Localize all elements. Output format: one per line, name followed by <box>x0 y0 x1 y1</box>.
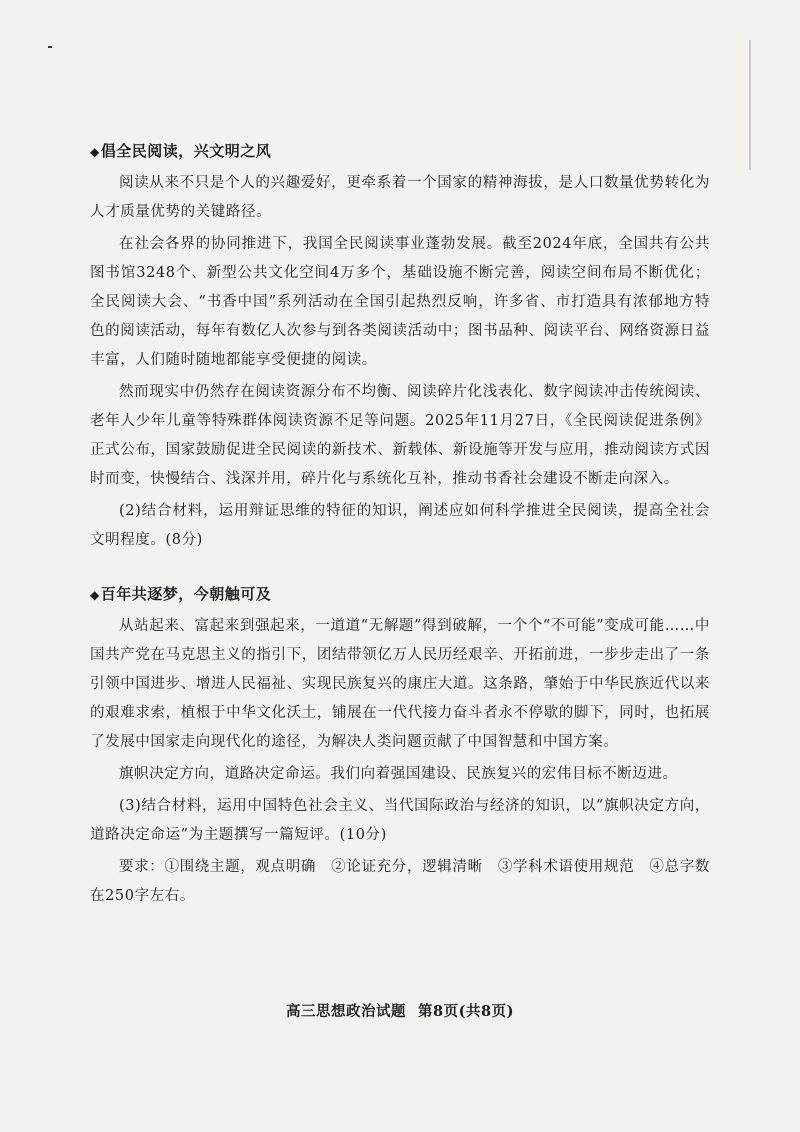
material-paragraph: 然而现实中仍然存在阅读资源分布不均衡、阅读碎片化浅表化、数字阅读冲击传统阅读、老年人少年儿童等特殊群体阅读资源不足等问题。2025年11月27日，《全民阅读促进条例》正式公布，国家鼓励促进全民阅读的新技术、新载体、新设施等开发与应用，推动阅读方式因时而变，快慢结合、浅深并用，碎片化与系统化互补，推动书香社会建设不断走向深入。 <box>90 384 710 487</box>
scan-corner-mark <box>48 46 52 48</box>
section-dream <box>90 583 710 914</box>
section-reading <box>90 140 710 558</box>
material-paragraph: 在社会各界的协同推进下，我国全民阅读事业蓬勃发展。截至2024年底，全国共有公共图书馆3248个、新型公共文化空间4万多个，基础设施不断完善，阅读空间布局不断优化；全民阅读大会、“书香中国”系列活动在全国引起热烈反响，许多省、市打造具有浓郁地方特色的阅读活动，每年有数亿人次参与到各类阅读活动中；图书品种、阅读平台、网络资源日益丰富，人们随时随地都能享受便捷的阅读。 <box>90 236 710 368</box>
scan-edge-line <box>749 40 751 170</box>
footer-page-number: 第8页(共8页) <box>418 1003 514 1020</box>
section-title <box>90 583 710 604</box>
question-text: (2)结合材料，运用辩证思维的特征的知识，阐述应如何科学推进全民阅读，提高全社会文明程度。(8分) <box>90 503 710 548</box>
section-title-text: 倡全民阅读，兴文明之风 <box>100 142 272 160</box>
section-title-text: 百年共逐梦，今朝触可及 <box>100 585 272 603</box>
page-footer <box>0 1000 800 1021</box>
footer-subject: 高三思想政治试题 <box>286 1003 407 1020</box>
diamond-bullet-icon: ◆ <box>90 588 100 602</box>
requirements-text: 要求：①围绕主题，观点明确 ②论证充分，逻辑清晰 ③学科术语使用规范 ④总字数在250字左右。 <box>90 859 710 904</box>
question-text: (3)结合材料，运用中国特色社会主义、当代国际政治与经济的知识，以“旗帜决定方向，道路决定命运”为主题撰写一篇短评。(10分) <box>90 798 710 843</box>
section-title <box>90 140 710 161</box>
material-paragraph: 从站起来、富起来到强起来，一道道“无解题”得到破解，一个个“不可能”变成可能……中国共产党在马克思主义的指引下，团结带领亿万人民历经艰辛、开拓前进，一步步走出了一条引领中国进步、增进人民福祉、实现民族复兴的康庄大道。这条路，肇始于中华民族近代以来的艰难求索，植根于中华文化沃土，铺展在一代代接力奋斗者永不停歇的脚下，同时，也拓展了发展中国家走向现代化的途径，为解决人类问题贡献了中国智慧和中国方案。 <box>90 618 710 750</box>
material-paragraph: 阅读从来不只是个人的兴趣爱好，更牵系着一个国家的精神海拔，是人口数量优势转化为人才质量优势的关键路径。 <box>90 175 710 220</box>
diamond-bullet-icon: ◆ <box>90 145 100 159</box>
material-paragraph: 旗帜决定方向，道路决定命运。我们向着强国建设、民族复兴的宏伟目标不断迈进。 <box>119 766 678 782</box>
